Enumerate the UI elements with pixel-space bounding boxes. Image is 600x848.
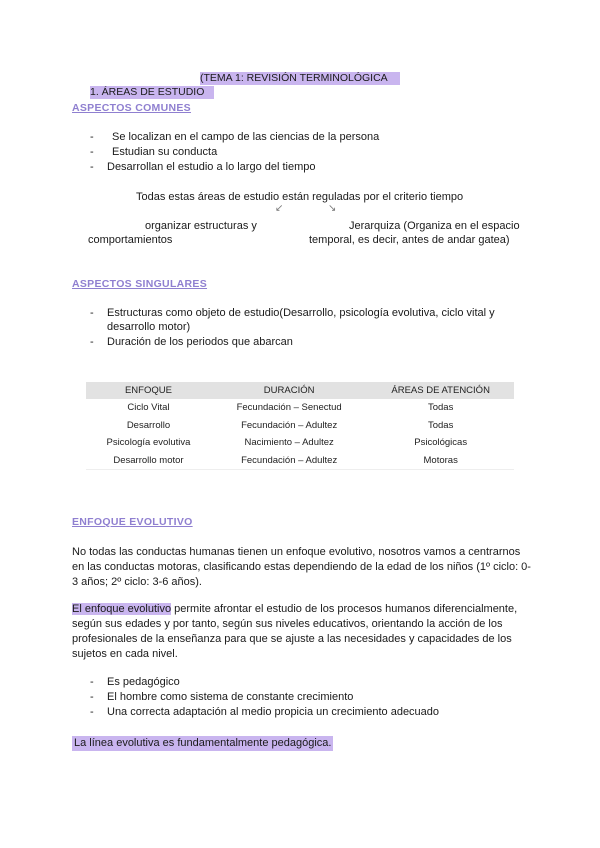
table-cell: Fecundación – Senectud: [236, 402, 342, 414]
arrow-down-left-icon: ↙: [275, 203, 284, 214]
table-cell: Psicológicas: [414, 437, 468, 449]
list-item: - El hombre como sistema de constante crecimiento: [90, 691, 354, 703]
list-item: - Duración de los periodos que abarcan: [90, 336, 293, 348]
table-cell: Todas: [427, 402, 454, 414]
table-cell: Todas: [427, 419, 454, 431]
column-header: ÁREAS DE ATENCIÓN: [367, 382, 514, 399]
paragraph: No todas las conductas humanas tienen un enfoque evolutivo, nosotros vamos a centrarnos en las conductas motoras, clasificando estas dependiendo de la edad de los niños (1º ciclo: 0-3 años; 2º ciclo: 3-6 años).: [72, 546, 531, 588]
right-branch-line1: Jerarquiza (Organiza en el espacio: [349, 220, 520, 232]
table-cell: Desarrollo motor: [86, 452, 211, 470]
conclusion-highlight: La línea evolutiva es fundamentalmente pedagógica.: [74, 737, 332, 749]
table-cell: Desarrollo: [126, 419, 171, 431]
table-row: [86, 452, 514, 470]
list-item: - Se localizan en el campo de las ciencias de la persona: [90, 131, 380, 143]
tiempo-statement: Todas estas áreas de estudio están reguladas por el criterio tiempo: [136, 191, 464, 203]
page-title: (TEMA 1: REVISIÓN TERMINOLÓGICA: [200, 72, 400, 85]
table-header-row: [86, 382, 514, 399]
table-row: [86, 399, 514, 417]
table-cell: Psicología evolutiva: [106, 437, 191, 449]
left-branch-line2: comportamientos: [88, 234, 173, 246]
left-branch-line1: organizar estructuras y: [145, 220, 257, 232]
table-cell: Fecundación – Adultez: [211, 452, 367, 470]
paragraph: [72, 602, 532, 662]
table-row: [86, 434, 514, 452]
section-subtitle: 1. ÁREAS DE ESTUDIO: [90, 86, 214, 99]
heading-aspectos-comunes: ASPECTOS COMUNES: [72, 102, 191, 114]
list-item-continuation: desarrollo motor): [107, 321, 191, 333]
column-header: ENFOQUE: [86, 382, 211, 399]
right-branch-line2: temporal, es decir, antes de andar gatea): [309, 234, 510, 246]
list-item: - Una correcta adaptación al medio propicia un crecimiento adecuado: [90, 706, 440, 718]
list-item: - Desarrollan el estudio a lo largo del tiempo: [90, 161, 316, 173]
heading-aspectos-singulares: ASPECTOS SINGULARES: [72, 278, 208, 290]
table-cell: Nacimiento – Adultez: [244, 437, 334, 449]
table-row: [86, 417, 514, 435]
table-cell: Fecundación – Adultez: [241, 419, 338, 431]
column-header: DURACIÓN: [211, 382, 367, 399]
highlighted-term: El enfoque evolutivo: [72, 603, 172, 615]
heading-enfoque-evolutivo: ENFOQUE EVOLUTIVO: [72, 516, 193, 528]
list-item: - Estudian su conducta: [90, 146, 218, 158]
table-cell: Motoras: [367, 452, 514, 470]
arrow-down-right-icon: ↘: [328, 203, 337, 214]
table-cell: Ciclo Vital: [127, 402, 170, 414]
paragraph-text: permite afrontar el estudio de los procesos humanos diferencialmente, según sus edades y por tanto, según sus niveles educativos, orientando la acción de los profesionales de la enseñanza para que se ajuste a las necesidades y capacidades de los sujetos en cada nivel.: [72, 603, 518, 660]
enfoques-table: [86, 382, 514, 470]
list-item: - Es pedagógico: [90, 676, 180, 688]
list-item: - Estructuras como objeto de estudio(Desarrollo, psicología evolutiva, ciclo vital y: [90, 307, 495, 319]
